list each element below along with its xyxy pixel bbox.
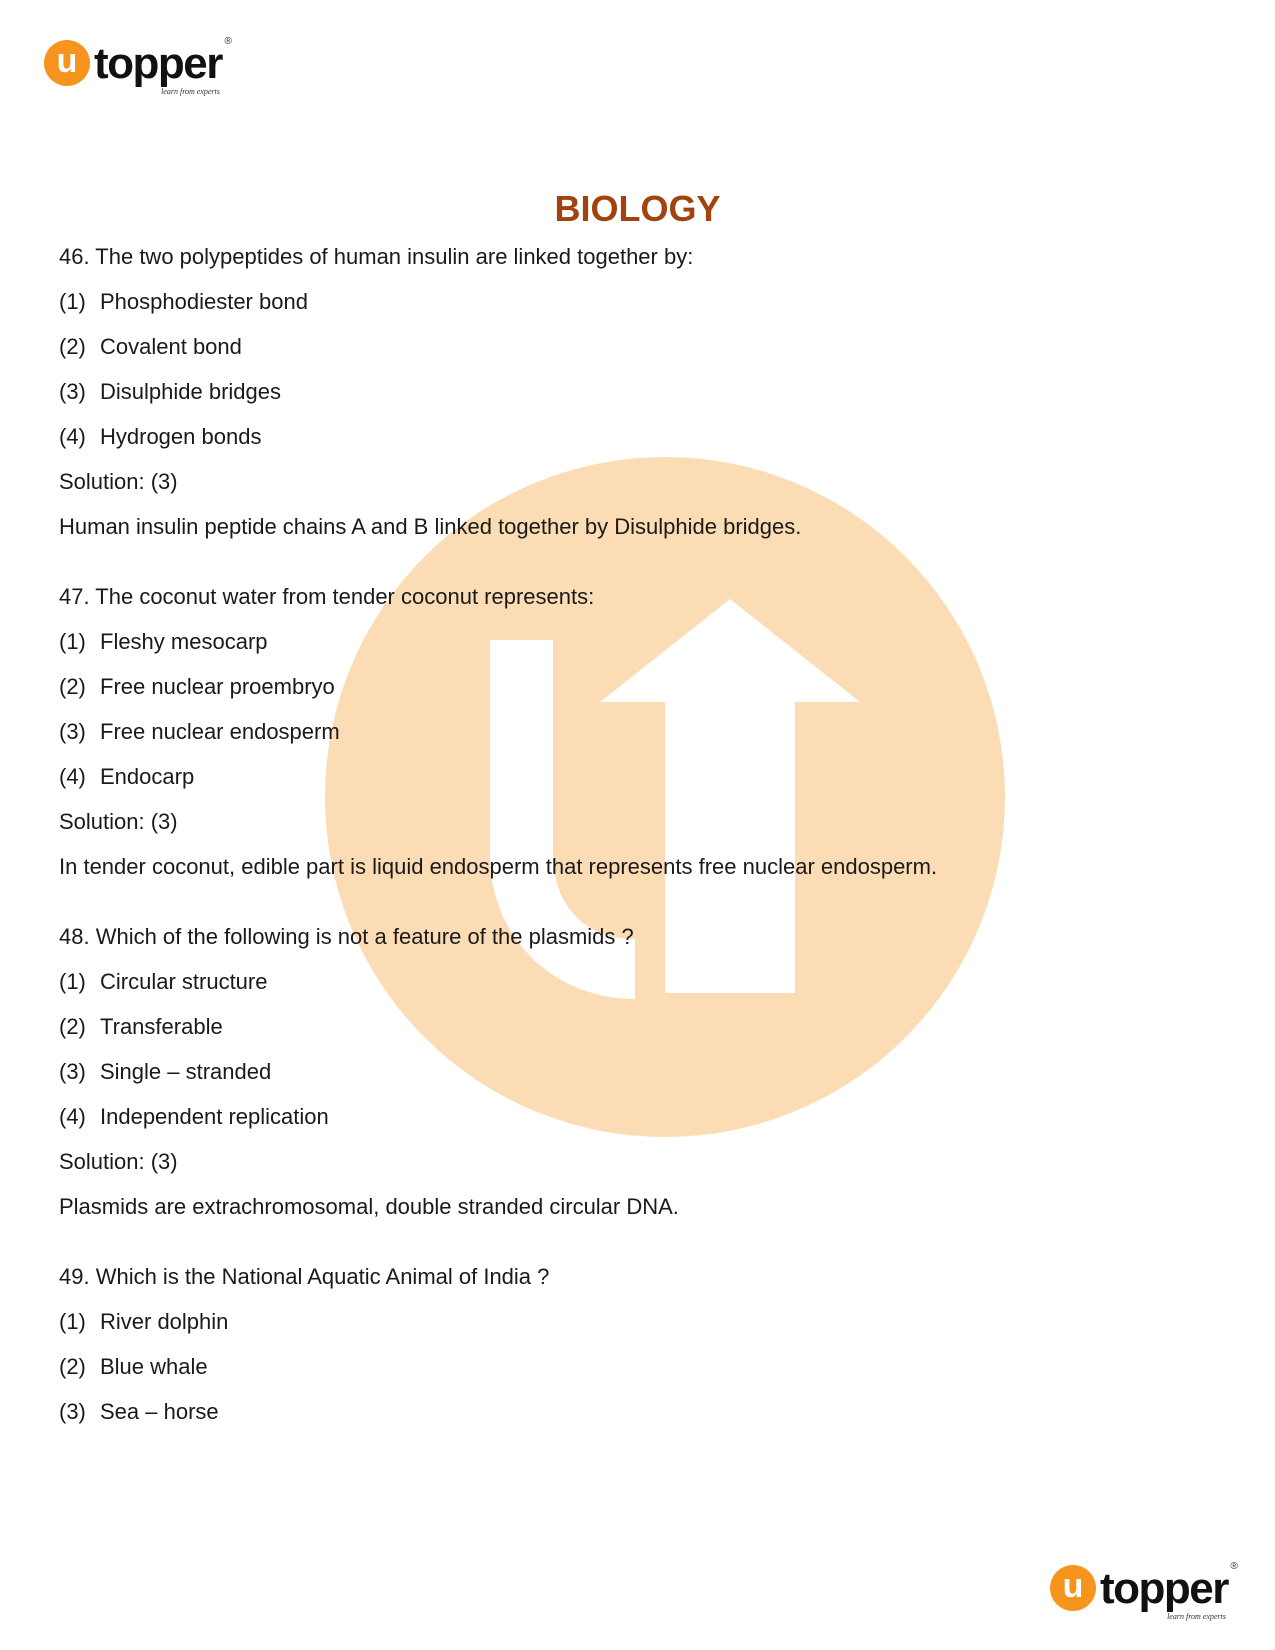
question-47 [59, 584, 1209, 880]
registered-mark: ® [224, 36, 232, 47]
option-number: (3) [59, 379, 86, 404]
option-number: (1) [59, 289, 86, 314]
option-text: Single – stranded [100, 1059, 272, 1084]
option [59, 1399, 1209, 1425]
question-text: 49. Which is the National Aquatic Animal of India ? [59, 1264, 550, 1289]
option [59, 1104, 1209, 1130]
option [59, 1354, 1209, 1380]
question-46 [59, 244, 1209, 540]
question-text: 47. The coconut water from tender coconut represents: [59, 584, 595, 609]
option-number: (1) [59, 969, 86, 994]
option [59, 1059, 1209, 1085]
question-text: 46. The two polypeptides of human insulin are linked together by: [59, 244, 694, 269]
logo-tagline: learn from experts [161, 87, 220, 96]
option-number: (1) [59, 629, 86, 654]
option-number: (3) [59, 719, 86, 744]
option [59, 1014, 1209, 1040]
option-number: (3) [59, 1399, 86, 1424]
solution: Solution: (3) [59, 469, 178, 494]
logo-mark-icon: u [44, 40, 90, 86]
solution: Solution: (3) [59, 1149, 178, 1174]
option-number: (2) [59, 674, 86, 699]
option [59, 334, 1209, 360]
solution: Solution: (3) [59, 809, 178, 834]
footer-logo [1050, 1561, 1238, 1621]
option-text: Circular structure [100, 969, 268, 994]
option-text: Endocarp [100, 764, 195, 789]
logo-mark-icon: u [1050, 1565, 1096, 1611]
option [59, 629, 1209, 655]
option [59, 764, 1209, 790]
option-number: (4) [59, 764, 86, 789]
logo-text: topper [1100, 1564, 1228, 1613]
logo-tagline: learn from experts [1167, 1612, 1226, 1621]
question-list [59, 244, 1209, 1469]
option-text: Phosphodiester bond [100, 289, 308, 314]
question-49 [59, 1264, 1209, 1425]
option-text: Covalent bond [100, 334, 242, 359]
option [59, 674, 1209, 700]
option-text: Hydrogen bonds [100, 424, 262, 449]
explanation: In tender coconut, edible part is liquid endosperm that represents free nuclear endosperm. [59, 854, 938, 879]
option [59, 719, 1209, 745]
explanation: Plasmids are extrachromosomal, double stranded circular DNA. [59, 1194, 679, 1219]
logo-text: topper [94, 39, 222, 88]
option [59, 379, 1209, 405]
option [59, 969, 1209, 995]
option-number: (3) [59, 1059, 86, 1084]
option-text: Blue whale [100, 1354, 208, 1379]
option [59, 1309, 1209, 1335]
option [59, 289, 1209, 315]
question-text: 48. Which of the following is not a feature of the plasmids ? [59, 924, 634, 949]
page-title [0, 188, 1275, 230]
option [59, 424, 1209, 450]
option-text: Sea – horse [100, 1399, 219, 1424]
option-number: (4) [59, 424, 86, 449]
registered-mark: ® [1230, 1561, 1238, 1572]
option-text: Fleshy mesocarp [100, 629, 268, 654]
explanation: Human insulin peptide chains A and B linked together by Disulphide bridges. [59, 514, 802, 539]
option-text: Independent replication [100, 1104, 329, 1129]
option-number: (2) [59, 1354, 86, 1379]
option-number: (2) [59, 1014, 86, 1039]
question-48 [59, 924, 1209, 1220]
option-text: Free nuclear proembryo [100, 674, 335, 699]
page-title-text: BIOLOGY [554, 188, 721, 229]
option-number: (1) [59, 1309, 86, 1334]
header-logo [44, 36, 232, 96]
option-text: Disulphide bridges [100, 379, 281, 404]
option-text: Free nuclear endosperm [100, 719, 340, 744]
option-text: River dolphin [100, 1309, 229, 1334]
option-number: (4) [59, 1104, 86, 1129]
option-text: Transferable [100, 1014, 223, 1039]
option-number: (2) [59, 334, 86, 359]
